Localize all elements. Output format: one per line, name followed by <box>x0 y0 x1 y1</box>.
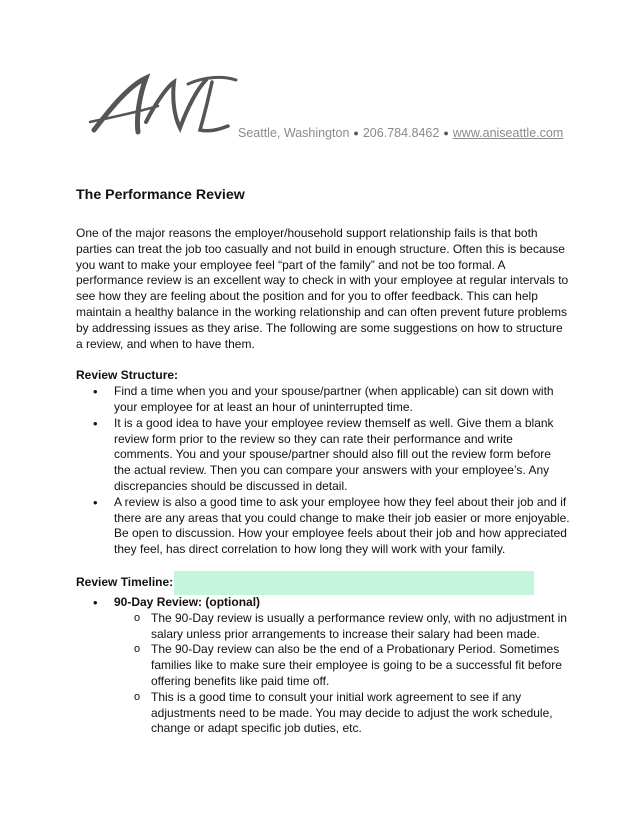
location-text: Seattle, Washington <box>238 126 350 140</box>
review-timeline-row <box>76 571 570 595</box>
list-item: • Find a time when you and your spouse/partner (when applicable) can sit down with your employee for at least an hour of uninterrupted time. <box>114 384 570 416</box>
review-timeline-heading: Review Timeline: <box>76 575 174 590</box>
review-structure-list <box>76 384 570 558</box>
separator-dot-icon: ● <box>353 128 359 138</box>
sub-list-item: o The 90-Day review can also be the end of a Probationary Period. Sometimes families like to make sure their employee is going to be a successful fit before offering benefits like paid time off. <box>151 642 570 689</box>
sub-list-item: o The 90-Day review is usually a performance review only, with no adjustment in salary unless prior arrangements to increase their salary had been made. <box>151 611 570 643</box>
document-body <box>76 186 570 737</box>
highlight-field[interactable] <box>174 571 534 595</box>
review-timeline-list <box>76 595 570 737</box>
page-title: The Performance Review <box>76 187 245 203</box>
separator-dot-icon: ● <box>443 128 449 138</box>
phone-text: 206.784.8462 <box>362 126 440 140</box>
intro-tail-text: a review, and when to have them. <box>76 336 255 351</box>
sub-list-item: o This is a good time to consult your initial work agreement to see if any adjustments need to be made. You may decide to adjust the work schedule, change or adapt specific job duties, etc. <box>151 690 570 737</box>
ninety-day-sublist <box>114 611 570 737</box>
ani-logo <box>88 72 240 144</box>
website-link[interactable]: www.aniseattle.com <box>452 126 564 140</box>
intro-paragraph <box>76 226 570 352</box>
list-item <box>114 595 570 737</box>
list-item: • A review is also a good time to ask your employee how they feel about their job and if there are any areas that you could change to make their job easier or more enjoyable. Be open to discussion. How your employee feels about their job and how appreciated they feel, has direct correlation to how long they will work with your family. <box>114 495 570 558</box>
review-structure-heading: Review Structure: <box>76 368 179 383</box>
intro-text: One of the major reasons the employer/household support relationship fails is that both parties can treat the job too casually and not build in enough structure. Often this is because you want to make your employee feel “part of the family” and not be too formal. A performance review is an excellent way to check in with your employee at regular intervals to see how they are feeling about the position and for you to offer feedback. This can help maintain a healthy balance in the working relationship and can often prevent future problems by addressing issues as they arise. The following are some suggestions on how to structure <box>76 226 569 335</box>
contact-line <box>238 126 563 140</box>
ninety-day-heading: 90-Day Review: (optional) <box>114 594 261 609</box>
list-item: • It is a good idea to have your employee review themself as well. Give them a blank review form prior to the review so they can rate their performance and write comments. You and your spouse/partner should also fill out the review form before the actual review. Then you can compare your answers with your employee’s. Any discrepancies should be discussed in detail. <box>114 416 570 495</box>
